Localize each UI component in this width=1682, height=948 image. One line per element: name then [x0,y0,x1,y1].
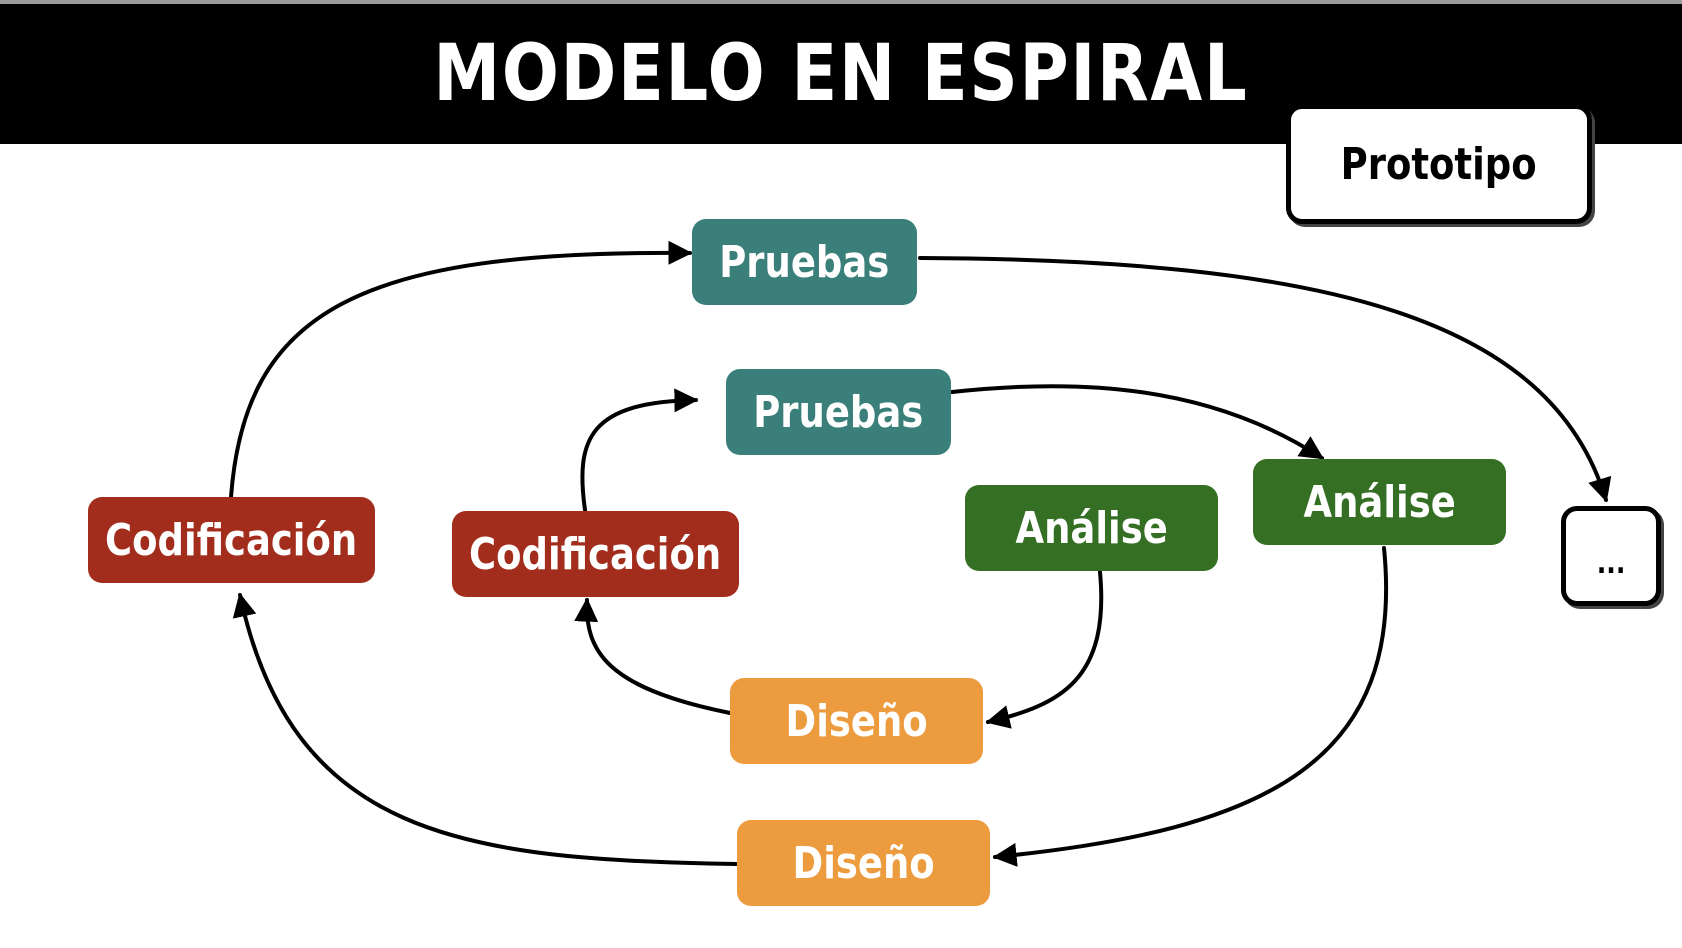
node-codificacion-inner [452,511,739,597]
arrow-codificacion-outer-to-pruebas-outer [231,253,690,497]
node-label: Diseño [785,695,928,747]
node-label: Diseño [792,837,935,889]
node-analise-outer [1253,459,1506,545]
arrow-diseno-outer-to-codificacion-outer [240,595,736,864]
node-pruebas-inner [726,369,951,455]
arrow-codificacion-inner-to-pruebas-inner [582,400,696,510]
node-analise-inner [965,485,1218,571]
node-label: Codificación [469,528,722,580]
node-label: Análise [1015,502,1168,554]
arrow-pruebas-inner-to-analise-outer [952,386,1322,458]
node-label: Pruebas [753,386,924,438]
prototipo-label: Prototipo [1341,138,1537,190]
node-codificacion-outer [88,497,375,583]
node-diseno-outer [737,820,990,906]
arrow-analise-outer-to-diseno-outer [995,548,1386,857]
node-label: Pruebas [719,236,890,288]
arrow-diseno-inner-to-codificacion-inner [587,600,730,713]
node-label: Codificación [105,514,358,566]
node-diseno-inner [730,678,983,764]
page-title: MODELO EN ESPIRAL [433,29,1249,119]
prototipo-legend [1286,104,1592,224]
arrow-analise-inner-to-diseno-inner [988,572,1101,722]
node-continuation [1561,506,1661,606]
node-label: Análise [1303,476,1456,528]
continuation-label: ... [1596,545,1626,581]
node-pruebas-outer [692,219,917,305]
